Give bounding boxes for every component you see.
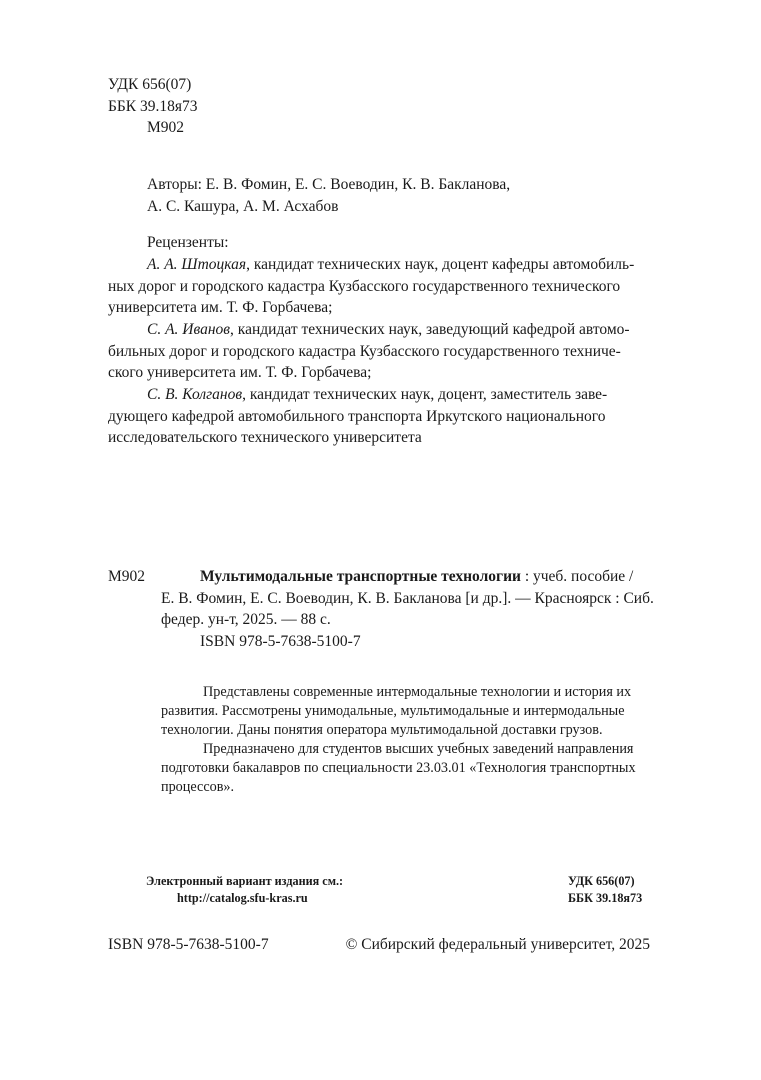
footer-bbk: ББК 39.18я73 xyxy=(568,891,643,905)
biblio-line-1 xyxy=(200,566,633,588)
abstract-p1-line-1: Представлены современные интермодальные технологии и история их xyxy=(203,684,632,700)
reviewer-3-line-1 xyxy=(147,384,607,406)
reviewer-3-line-2: дующего кафедрой автомобильного транспорта Иркутского национального xyxy=(108,408,606,425)
reviewer-1-text: , кандидат технических наук, доцент кафедры автомобиль- xyxy=(246,256,635,273)
authors-line-1: Авторы: Е. В. Фомин, Е. С. Воеводин, К. В. Бакланова, xyxy=(147,176,511,193)
abstract-p2-line-1: Предназначено для студентов высших учебных заведений направления xyxy=(203,741,634,757)
biblio-line-3: федер. ун-т, 2025. — 88 с. xyxy=(161,611,331,628)
abstract-p1-line-3: технологии. Даны понятия оператора мультимодальной доставки грузов. xyxy=(161,722,603,738)
electronic-version-label: Электронный вариант издания см.: xyxy=(146,874,344,888)
book-title: Мультимодальные транспортные технологии xyxy=(200,568,521,585)
reviewers-heading: Рецензенты: xyxy=(147,234,229,251)
reviewer-2-line-3: ского университета им. Т. Ф. Горбачева; xyxy=(108,364,372,381)
reviewer-2-line-2: бильных дорог и городского кадастра Кузбасского государственного техниче- xyxy=(108,343,621,360)
bbk-code: ББК 39.18я73 xyxy=(108,98,198,115)
authors-line-2: А. С. Кашура, А. М. Асхабов xyxy=(147,198,339,215)
reviewer-1-name: А. А. Штоцкая xyxy=(147,256,247,273)
udk-code: УДК 656(07) xyxy=(108,76,192,93)
author-mark: М902 xyxy=(147,119,185,136)
biblio-isbn: ISBN 978-5-7638-5100-7 xyxy=(200,633,361,650)
reviewer-3-name: С. В. Колганов xyxy=(147,386,243,403)
reviewer-2-text: , кандидат технических наук, заведующий кафедрой автомо- xyxy=(230,321,630,338)
reviewer-1-line-1 xyxy=(147,254,634,276)
biblio-line-2: Е. В. Фомин, Е. С. Воеводин, К. В. Бакланова [и др.]. — Красноярск : Сиб. xyxy=(161,590,654,607)
reviewer-2-name: С. А. Иванов xyxy=(147,321,231,338)
abstract-p1-line-2: развития. Рассмотрены унимодальные, мультимодальные и интермодальные xyxy=(161,703,625,719)
reviewer-2-line-1 xyxy=(147,319,630,341)
abstract-p2-line-3: процессов». xyxy=(161,779,235,795)
footer-udk: УДК 656(07) xyxy=(568,874,635,888)
abstract-p2-line-2: подготовки бакалавров по специальности 23.03.01 «Технология транспортных xyxy=(161,760,636,776)
reviewer-1-line-3: университета им. Т. Ф. Горбачева; xyxy=(108,299,333,316)
reviewer-1-line-2: ных дорог и городского кадастра Кузбасского государственного технического xyxy=(108,278,621,295)
copyright-notice: © Сибирский федеральный университет, 2025 xyxy=(345,936,650,953)
book-type: : учеб. пособие / xyxy=(520,568,634,585)
catalog-url[interactable]: http://catalog.sfu-kras.ru xyxy=(177,891,308,905)
footer-isbn: ISBN 978-5-7638-5100-7 xyxy=(108,936,269,953)
biblio-mark: М902 xyxy=(108,568,146,585)
reviewer-3-line-3: исследовательского технического университета xyxy=(108,429,422,446)
reviewer-3-text: , кандидат технических наук, доцент, заместитель заве- xyxy=(242,386,608,403)
